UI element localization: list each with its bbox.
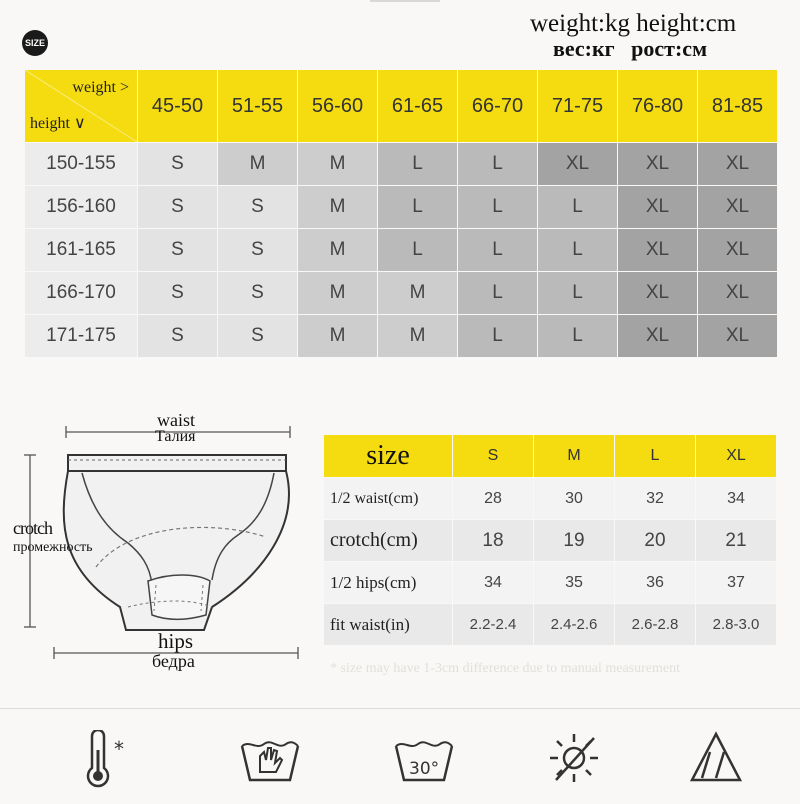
weight-header-cell: 51-55 (218, 70, 297, 142)
size-cell: M (298, 272, 377, 314)
measurement-note: * size may have 1-3cm difference due to manual measurement (330, 661, 680, 676)
units-russian: вес:кг рост:см (553, 36, 708, 61)
size-cell: XL (538, 143, 617, 185)
measurement-value: 18 (453, 520, 533, 561)
size-cell: M (378, 272, 457, 314)
size-cell: M (298, 229, 377, 271)
measurement-row-label: 1/2 waist(cm) (324, 478, 452, 519)
size-cell: XL (618, 143, 697, 185)
size-cell: XL (618, 272, 697, 314)
size-cell: L (458, 272, 537, 314)
size-cell: L (378, 229, 457, 271)
size-cell: L (538, 186, 617, 228)
measurement-value: 2.8-3.0 (696, 604, 776, 645)
weight-header-cell: 66-70 (458, 70, 537, 142)
size-cell: S (138, 143, 217, 185)
corner-weight-label: weight > (72, 79, 129, 96)
size-column-header: L (615, 435, 695, 477)
measurement-table (324, 435, 776, 645)
size-cell: M (298, 315, 377, 357)
measurement-value: 34 (453, 562, 533, 603)
size-cell: S (138, 315, 217, 357)
measurement-value: 19 (534, 520, 614, 561)
measurement-row-label: fit waist(in) (324, 604, 452, 645)
size-cell: L (458, 229, 537, 271)
size-header-label: size (324, 435, 452, 477)
bleach-icon (688, 730, 744, 786)
measurement-value: 28 (453, 478, 533, 519)
size-cell: XL (618, 315, 697, 357)
size-cell: XL (618, 229, 697, 271)
size-column-header: M (534, 435, 614, 477)
top-divider (370, 0, 440, 2)
measurement-value: 32 (615, 478, 695, 519)
size-cell: L (538, 315, 617, 357)
size-cell: XL (698, 315, 777, 357)
weight-header-cell: 56-60 (298, 70, 377, 142)
weight-header-cell: 81-85 (698, 70, 777, 142)
weight-header-cell: 71-75 (538, 70, 617, 142)
size-cell: XL (698, 272, 777, 314)
measurement-value: 21 (696, 520, 776, 561)
size-badge: SIZE (22, 30, 48, 56)
size-column-header: XL (696, 435, 776, 477)
size-cell: S (218, 272, 297, 314)
measurement-value: 2.2-2.4 (453, 604, 533, 645)
size-cell: L (458, 315, 537, 357)
weight-header-cell: 61-65 (378, 70, 457, 142)
hand-wash-icon (238, 730, 302, 786)
size-cell: S (218, 229, 297, 271)
measurement-row-label: 1/2 hips(cm) (324, 562, 452, 603)
measurement-row-label: crotch(cm) (324, 520, 452, 561)
measurement-value: 35 (534, 562, 614, 603)
svg-text:*: * (114, 737, 124, 761)
units-english: weight:kg height:cm (530, 10, 737, 37)
size-cell: S (218, 186, 297, 228)
chart-corner (25, 70, 137, 142)
hips-label: hips (158, 629, 194, 653)
measurement-value: 2.6-2.8 (615, 604, 695, 645)
crotch-label-ru: промежность (13, 540, 93, 555)
size-cell: L (538, 272, 617, 314)
size-cell: L (378, 186, 457, 228)
size-cell: XL (698, 186, 777, 228)
size-cell: S (138, 186, 217, 228)
size-cell: S (218, 315, 297, 357)
size-cell: L (538, 229, 617, 271)
size-cell: M (378, 315, 457, 357)
crotch-label: crotch (13, 518, 52, 538)
waist-label-ru: Талия (155, 428, 196, 445)
measurement-value: 36 (615, 562, 695, 603)
care-divider (0, 708, 800, 709)
corner-height-label: height ∨ (30, 115, 86, 132)
size-cell: XL (698, 229, 777, 271)
wash-temp-label: 30° (409, 759, 440, 779)
size-column-header: S (453, 435, 533, 477)
waist-label: waist (157, 410, 195, 430)
size-cell: L (378, 143, 457, 185)
weight-header-cell: 45-50 (138, 70, 217, 142)
size-cell: S (138, 229, 217, 271)
height-row-label: 166-170 (25, 272, 137, 314)
measurement-value: 34 (696, 478, 776, 519)
no-sun-icon (546, 730, 602, 786)
height-row-label: 171-175 (25, 315, 137, 357)
measurement-value: 2.4-2.6 (534, 604, 614, 645)
underwear-diagram (0, 395, 320, 695)
size-cell: M (218, 143, 297, 185)
height-row-label: 156-160 (25, 186, 137, 228)
weight-header-cell: 76-80 (618, 70, 697, 142)
wash-30-icon (392, 730, 456, 786)
size-cell: XL (698, 143, 777, 185)
height-row-label: 161-165 (25, 229, 137, 271)
tumble-dry-icon (80, 730, 134, 790)
measurement-value: 30 (534, 478, 614, 519)
size-cell: L (458, 186, 537, 228)
size-chart (25, 70, 777, 358)
size-cell: M (298, 143, 377, 185)
hips-label-ru: бедра (152, 651, 195, 671)
measurement-value: 37 (696, 562, 776, 603)
measurement-value: 20 (615, 520, 695, 561)
height-row-label: 150-155 (25, 143, 137, 185)
size-cell: XL (618, 186, 697, 228)
size-cell: S (138, 272, 217, 314)
size-cell: M (298, 186, 377, 228)
size-cell: L (458, 143, 537, 185)
